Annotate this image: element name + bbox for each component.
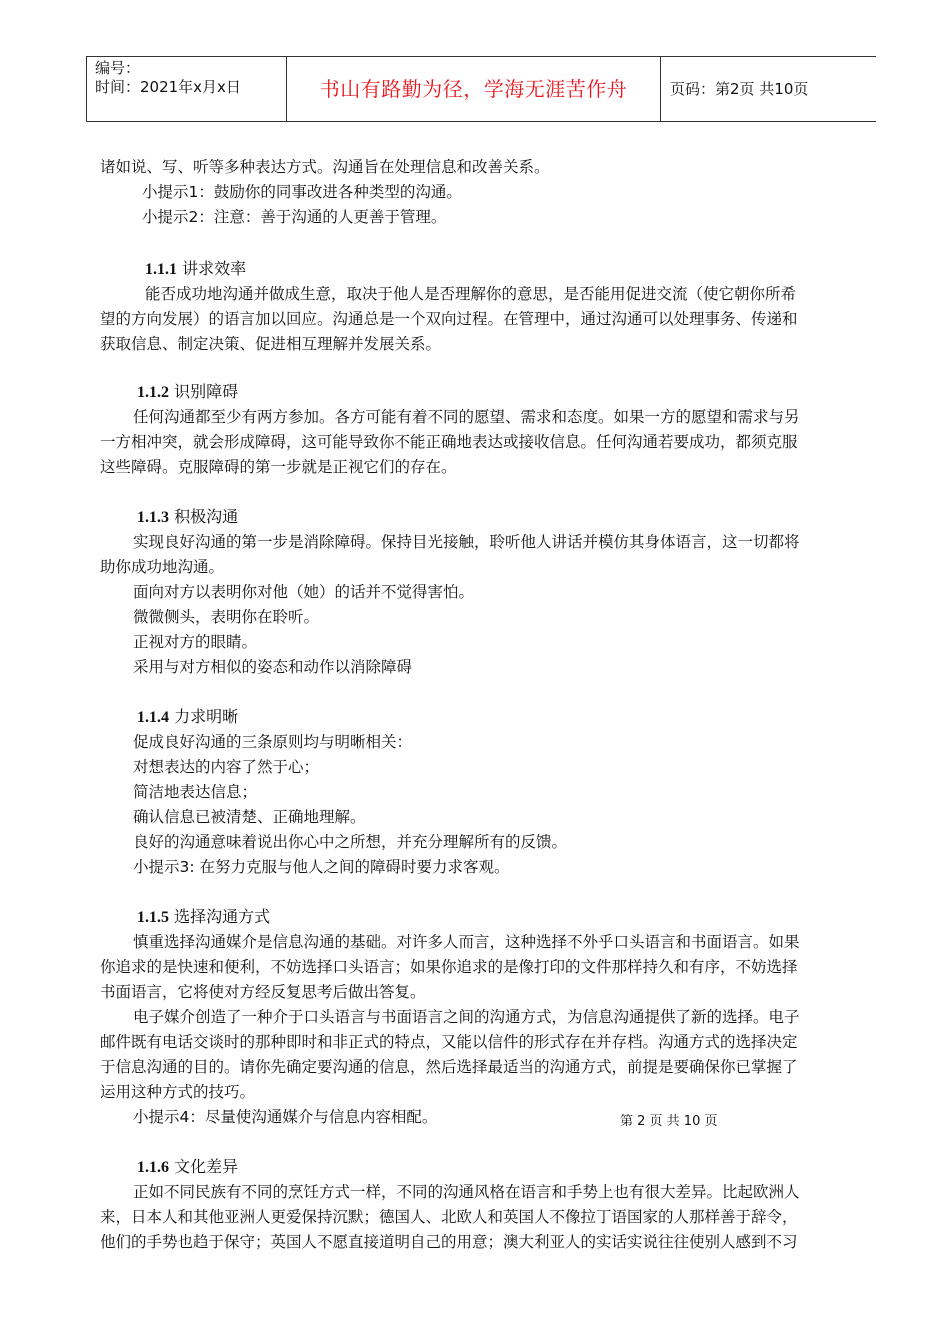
section-heading-1-1-6: 1.1.6 文化差异 (137, 1157, 239, 1176)
section-heading-1-1-3: 1.1.3 积极沟通 (137, 507, 239, 526)
paragraph-line: 这些障碍。克服障碍的第一步就是正视它们的存在。 (100, 458, 457, 476)
paragraph-line: 慎重选择沟通媒介是信息沟通的基础。对许多人而言，这种选择不外乎口头语言和书面语言。如果 (133, 933, 800, 951)
paragraph-line: 一方相冲突，就会形成障碍，这可能导致你不能正确地表达或接收信息。任何沟通若要成功，都须克服 (100, 433, 798, 451)
paragraph-line: 助你成功地沟通。 (100, 558, 225, 576)
paragraph-line: 他们的手势也趋于保守；英国人不愿直接道明自己的用意；澳大利亚人的实话实说往往使别人感到不习 (100, 1233, 798, 1251)
paragraph-line: 正如不同民族有不同的烹饪方式一样，不同的沟通风格在语言和手势上也有很大差异。比起欧洲人 (133, 1183, 800, 1201)
tip-line: 小提示4：尽量使沟通媒介与信息内容相配。 (133, 1108, 438, 1126)
tip-line: 小提示1：鼓励你的同事改进各种类型的沟通。 (142, 183, 462, 201)
paragraph-line: 你追求的是快速和便利，不妨选择口头语言；如果你追求的是像打印的文件那样持久和有序，不妨选择 (100, 958, 798, 976)
paragraph-line: 实现良好沟通的第一步是消除障碍。保持目光接触，聆听他人讲话并模仿其身体语言，这一切都将 (133, 533, 800, 551)
paragraph-line: 面向对方以表明你对他（她）的话并不觉得害怕。 (133, 583, 475, 601)
page-footer-number: 第 2 页 共 10 页 (620, 1114, 718, 1129)
page-header (86, 56, 876, 122)
paragraph-line: 望的方向发展）的语言加以回应。沟通总是一个双向过程。在管理中，通过沟通可以处理事务、传递和 (100, 310, 798, 328)
paragraph-line: 诸如说、写、听等多种表达方式。沟通旨在处理信息和改善关系。 (100, 158, 550, 176)
paragraph-line: 书面语言，它将使对方经反复思考后做出答复。 (100, 983, 426, 1001)
paragraph-line: 运用这种方式的技巧。 (100, 1083, 256, 1101)
paragraph-line: 采用与对方相似的姿态和动作以消除障碍 (133, 658, 413, 676)
header-divider (660, 57, 661, 121)
section-heading-1-1-1: 1.1.1 讲求效率 (145, 259, 247, 278)
section-heading-1-1-2: 1.1.2 识别障碍 (137, 382, 239, 401)
tip-line: 小提示3: 在努力克服与他人之间的障碍时要力求客观。 (133, 858, 510, 876)
header-page-info: 页码：第2页 共10页 (670, 80, 809, 98)
paragraph-line: 任何沟通都至少有两方参加。各方可能有着不同的愿望、需求和态度。如果一方的愿望和需求与另 (133, 408, 800, 426)
paragraph-line: 良好的沟通意味着说出你心中之所想，并充分理解所有的反馈。 (133, 833, 568, 851)
section-heading-1-1-4: 1.1.4 力求明晰 (137, 707, 239, 726)
paragraph-line: 邮件既有电话交谈时的那种即时和非正式的特点，又能以信件的形式存在并存档。沟通方式的选择决定 (100, 1033, 798, 1051)
paragraph-line: 获取信息、制定决策、促进相互理解并发展关系。 (100, 335, 442, 353)
section-heading-1-1-5: 1.1.5 选择沟通方式 (137, 907, 271, 926)
time-label: 时间：2021年x月x日 (95, 78, 241, 96)
paragraph-line: 能否成功地沟通并做成生意，取决于他人是否理解你的意思，是否能用促进交流（使它朝你所希 (145, 285, 797, 303)
paragraph-line: 于信息沟通的目的。请你先确定要沟通的信息，然后选择最适当的沟通方式，前提是要确保你已掌握了 (100, 1058, 798, 1076)
header-motto: 书山有路勤为径，学海无涯苦作舟 (319, 77, 628, 101)
paragraph-line: 正视对方的眼睛。 (133, 633, 258, 651)
tip-line: 小提示2：注意：善于沟通的人更善于管理。 (142, 208, 447, 226)
paragraph-line: 促成良好沟通的三条原则均与明晰相关： (133, 733, 413, 751)
header-meta (95, 57, 283, 123)
list-item: 简洁地表达信息； (133, 783, 258, 801)
list-item: 确认信息已被清楚、正确地理解。 (133, 808, 366, 826)
number-label: 编号： (95, 59, 141, 77)
list-item: 对想表达的内容了然于心； (133, 758, 320, 776)
paragraph-line: 电子媒介创造了一种介于口头语言与书面语言之间的沟通方式，为信息沟通提供了新的选择。电子 (133, 1008, 800, 1026)
paragraph-line: 来，日本人和其他亚洲人更爱保持沉默；德国人、北欧人和英国人不像拉丁语国家的人那样善于辞令， (100, 1208, 798, 1226)
paragraph-line: 微微侧头，表明你在聆听。 (133, 608, 320, 626)
